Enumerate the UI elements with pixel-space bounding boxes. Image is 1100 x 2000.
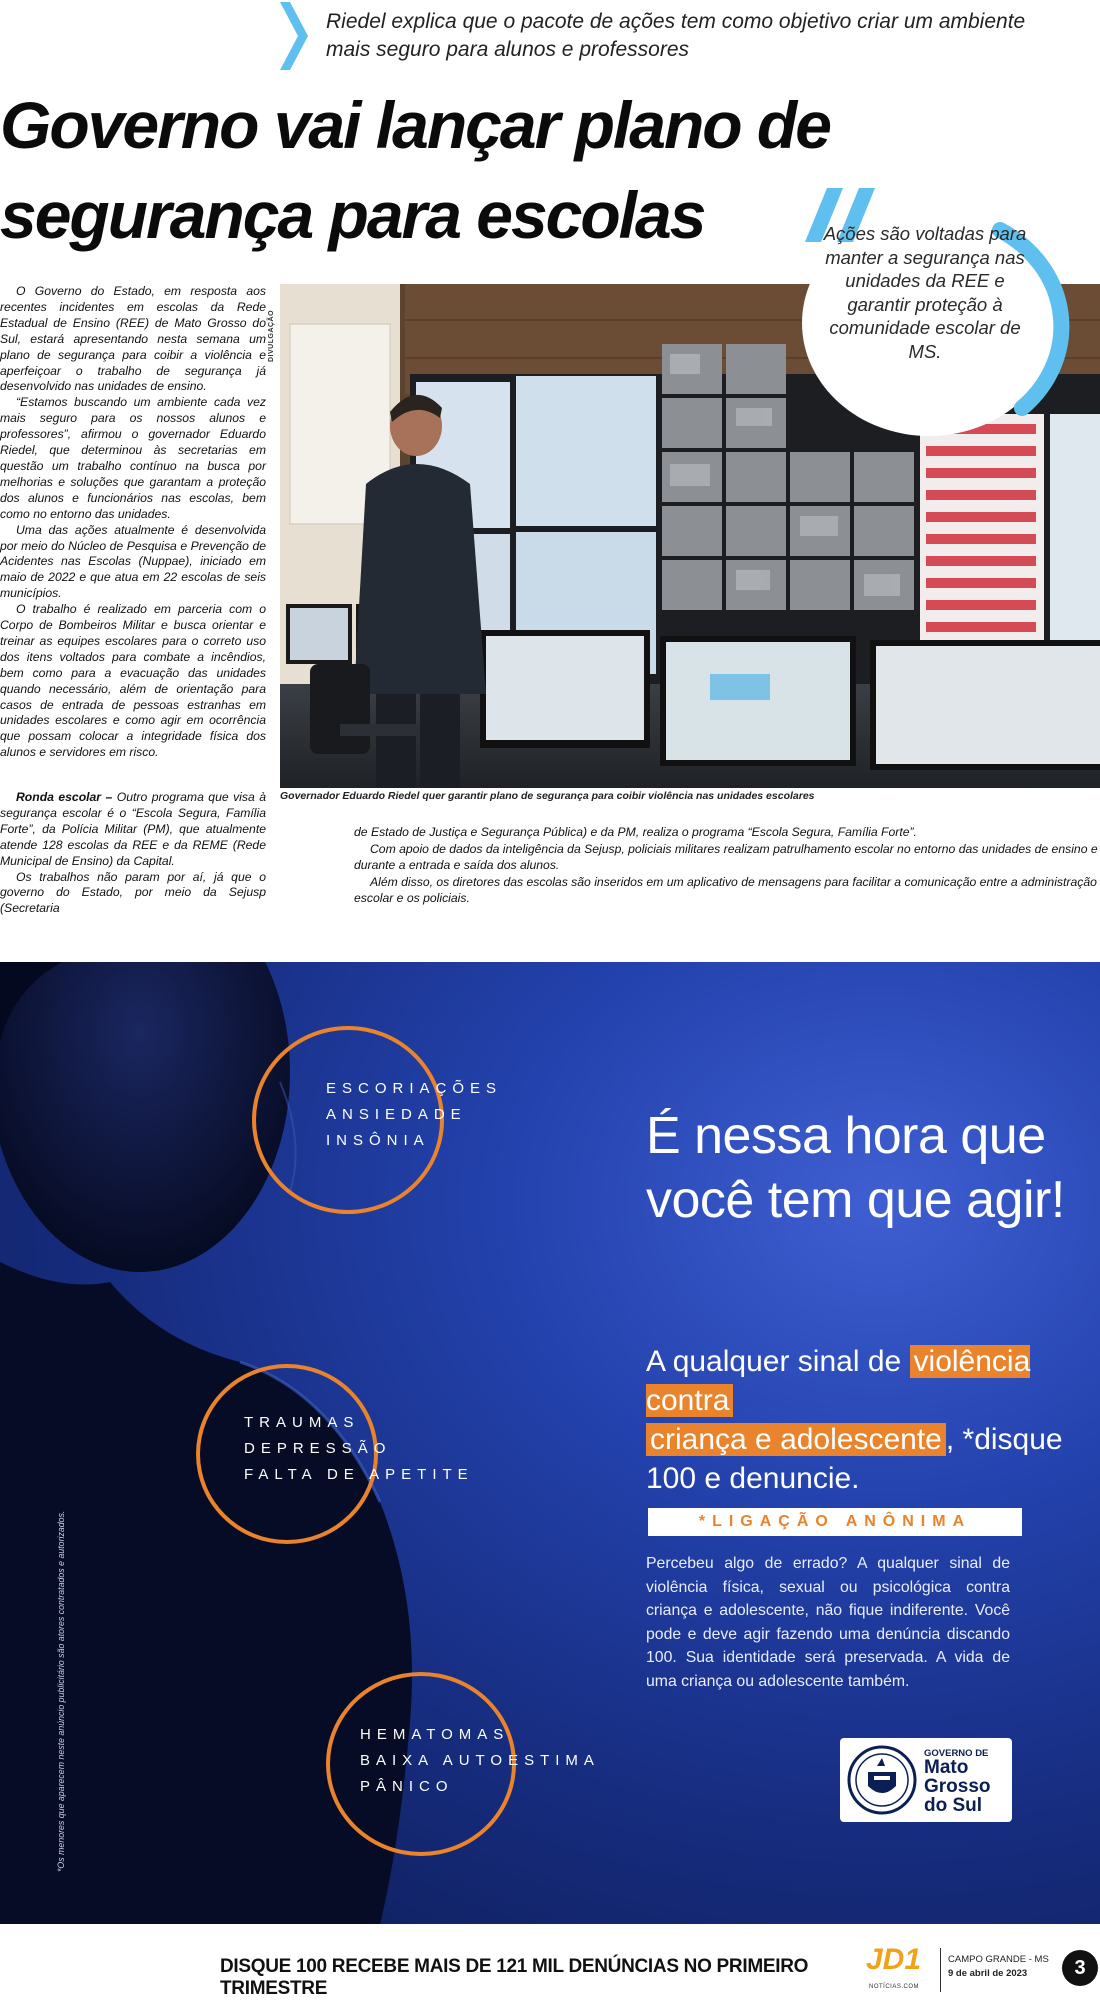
ad-call-highlight: violência contra xyxy=(646,1345,1031,1417)
article-paragraph: Uma das ações atualmente é desenvolvida por meio do Núcleo de Pesquisa e Prevenção de Acidentes nas Escolas (Nuppae), iniciado em maio de 2022 e que atua em 22 escolas de seis municípios. xyxy=(0,522,266,601)
ronda-text: Outro programa que visa à segurança escolar é o “Escola Segura, Família Forte”, da Polícia Militar (PM), que atualmente atende 128 escolas da REE e da REME (Rede Municipal de Ensino) da Capital. xyxy=(0,790,266,868)
article-paragraph xyxy=(0,790,266,870)
advertisement xyxy=(0,962,1100,1924)
symptom-item: ESCORIAÇÕES xyxy=(326,1080,503,1097)
article-paragraph: Os trabalhos não param por aí, já que o governo do Estado, por meio da Sejusp (Secretaria xyxy=(0,869,266,916)
symptom-item: INSÔNIA xyxy=(326,1132,430,1149)
gov-logo-top: GOVERNO DE xyxy=(924,1748,989,1759)
ad-disclaimer: *Os menores que aparecem neste anúncio publicitário são atores contratados e autorizados. xyxy=(56,1510,66,1872)
anonymous-call-label: *LIGAÇÃO ANÔNIMA xyxy=(648,1508,1022,1536)
gov-logo-name: Mato Grosso do Sul xyxy=(924,1757,991,1816)
article-subhead: Riedel explica que o pacote de ações tem como objetivo criar um ambiente mais seguro para alunos e professores xyxy=(326,10,1026,61)
symptom-item: PÂNICO xyxy=(360,1778,454,1795)
symptom-item: BAIXA AUTOESTIMA xyxy=(360,1752,600,1769)
article-paragraph: “Estamos buscando um ambiente cada vez mais seguro para os nossos alunos e professores”, afirmou o governador Eduardo Riedel, que determinou às secretarias em questão um trabalho contínuo na busca por melhorias e soluções que garantam a proteção dos alunos e funcionários nas escolas, bem como no entorno das unidades. xyxy=(0,395,266,521)
symptom-item: FALTA DE APETITE xyxy=(244,1466,474,1483)
pull-quote-text: Ações são voltadas para manter a segurança nas unidades da REE e garantir proteção à comunidade escolar de MS. xyxy=(823,223,1027,362)
footer-city: CAMPO GRANDE - MS xyxy=(948,1954,1049,1965)
article-continuation xyxy=(354,824,1100,907)
article-paragraph: Com apoio de dados da inteligência da Sejusp, policiais militares realizam patrulhamento escolar no entorno das unidades de ensino e durante a entrada e saída dos alunos. xyxy=(354,841,1098,872)
chevron-arrow-icon xyxy=(280,2,308,70)
article-paragraph: O trabalho é realizado em parceria com o Corpo de Bombeiros Militar e busca orientar e treinar as equipes escolares para o correto uso dos itens voltados para combate a incêndios, bem como para a evacuação das unidades quando necessário, além de orientação para casos de entrada de pessoas estranhas em unidades escolares e como agir em ocorrência que possam colocar a integridade física dos alunos e servidores em risco. xyxy=(0,602,266,760)
symptom-item: ANSIEDADE xyxy=(326,1106,467,1123)
footer-headline: DISQUE 100 RECEBE MAIS DE 121 MIL DENÚNCIAS NO PRIMEIRO TRIMESTRE xyxy=(220,1956,809,1999)
article-paragraph: de Estado de Justiça e Segurança Pública) e da PM, realiza o programa “Escola Segura, Família Forte”. xyxy=(354,825,917,839)
state-crest-icon xyxy=(846,1744,918,1816)
footer-date: 9 de abril de 2023 xyxy=(948,1968,1028,1979)
ad-body-text: Percebeu algo de errado? A qualquer sinal de violência física, sexual ou psicológica contra criança e adolescente, não fique indiferente. Você pode e deve agir fazendo uma denúncia discando 100. Sua identidade será preservada. A vida de uma criança ou adolescente também. xyxy=(646,1555,1010,1690)
article-paragraph: Além disso, os diretores das escolas são inseridos em um aplicativo de mensagens para facilitar a comunicação entre a administração escolar e os policiais. xyxy=(354,874,1097,905)
symptom-list-1 xyxy=(326,1076,626,1154)
ad-call-highlight: criança e adolescente xyxy=(646,1423,946,1456)
ad-call-pre: A qualquer sinal de xyxy=(646,1345,910,1378)
article-headline: Governo vai lançar plano de segurança para escolas xyxy=(0,88,830,252)
symptom-list-2 xyxy=(244,1410,584,1488)
ad-title: É nessa hora que você tem que agir! xyxy=(646,1107,1065,1229)
article-column-left xyxy=(0,284,266,761)
jd1-logo-sub: NOTÍCIAS.COM xyxy=(869,1984,920,1990)
symptom-item: TRAUMAS xyxy=(244,1414,360,1431)
article-paragraph: O Governo do Estado, em resposta aos recentes incidentes em escolas da Rede Estadual de Ensino (REE) de Mato Grosso do Sul, estará apresentando nesta semana um plano de segurança para coibir a violência e aperfeiçoar o trabalho de segurança já desenvolvido nas unidades de ensino. xyxy=(0,284,266,394)
ad-call-post: , *disque 100 e denuncie. xyxy=(646,1423,1063,1495)
symptom-list-3 xyxy=(360,1722,700,1800)
article-column-left-bottom xyxy=(0,790,266,917)
government-logo xyxy=(840,1738,1012,1822)
photo-caption: Governador Eduardo Riedel quer garantir plano de segurança para coibir violência nas unidades escolares xyxy=(280,790,815,802)
symptom-item: HEMATOMAS xyxy=(360,1726,510,1743)
ad-call-to-action xyxy=(646,1342,1086,1498)
symptom-item: DEPRESSÃO xyxy=(244,1440,392,1457)
photo-credit: DIVULGAÇÃO xyxy=(268,309,275,362)
jd1-logo: JD1 xyxy=(866,1943,922,1976)
page-number: 3 xyxy=(1062,1950,1098,1986)
footer-divider xyxy=(940,1948,941,1992)
ronda-label: Ronda escolar – xyxy=(16,790,113,804)
